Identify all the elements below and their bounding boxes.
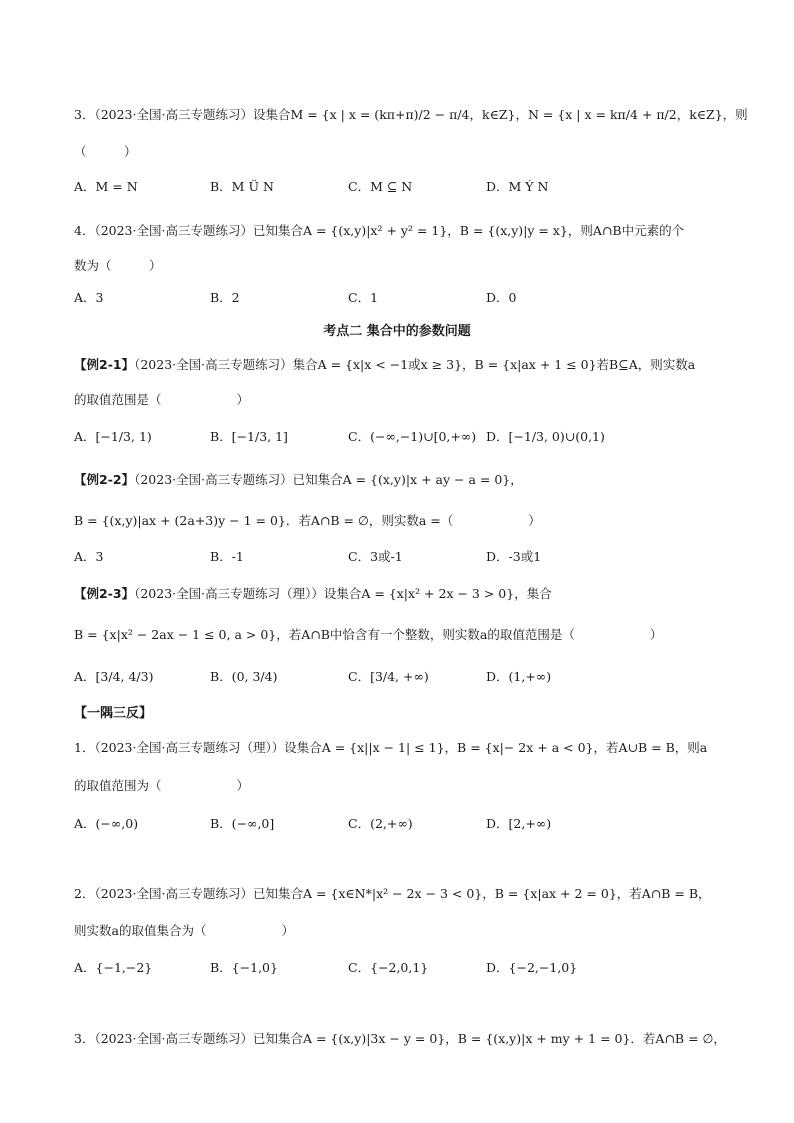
q3-option-a: A．M = N <box>74 179 138 194</box>
ex22-label: 【例2-2】 <box>74 472 135 487</box>
p1-option-d: D．[2,+∞) <box>486 816 552 831</box>
ex23-text: （2023·全国·高三专题练习（理））设集合A = {x|x² + 2x − 3 > 0}，集合 <box>134 586 552 601</box>
p2-option-a: A．{−1,−2} <box>74 960 153 975</box>
q3-option-d: D．M Ý N <box>486 179 549 194</box>
ex21-line2: 的取值范围是（ ） <box>74 392 250 407</box>
q4-option-b: B．2 <box>210 290 240 305</box>
ex23-label: 【例2-3】 <box>74 586 135 601</box>
q4-line2: 数为（ ） <box>74 258 162 273</box>
p1-option-c: C．(2,+∞) <box>348 816 413 831</box>
ex21-option-c: C．(−∞,−1)∪[0,+∞) <box>348 429 477 444</box>
ex22-line2: B = {(x,y)|ax + (2a+3)y − 1 = 0}．若A∩B = ∅，则实数a =（ ） <box>74 513 541 528</box>
q3-line1: 3．（2023·全国·高三专题练习）设集合M = {x | x = (kπ+π)/2 − π/4，k∈Z}，N = {x | x = kπ/4 + π/2，k∈Z}，则 <box>74 107 748 122</box>
ex22-option-a: A．3 <box>74 549 104 564</box>
ex23-line1 <box>74 585 552 603</box>
p1-line2: 的取值范围为（ ） <box>74 778 250 793</box>
p1-line1: 1．（2023·全国·高三专题练习（理））设集合A = {x||x − 1| ≤ 1}，B = {x|− 2x + a < 0}，若A∪B = B，则a <box>74 740 708 755</box>
ex22-option-d: D．-3或1 <box>486 549 542 564</box>
ex21-label: 【例2-1】 <box>74 357 135 372</box>
ex22-option-c: C．3或-1 <box>348 549 403 564</box>
q4-option-d: D．0 <box>486 290 517 305</box>
ex23-option-c: C．[3/4, +∞) <box>348 669 429 684</box>
ex23-option-a: A．[3/4, 4/3) <box>74 669 154 684</box>
p2-option-c: C．{−2,0,1} <box>348 960 429 975</box>
section-heading: 考点二 集合中的参数问题 <box>323 324 471 339</box>
ex21-text: （2023·全国·高三专题练习）集合A = {x|x < −1或x ≥ 3}，B = {x|ax + 1 ≤ 0}若B⊆A，则实数a <box>134 357 696 372</box>
ex22-line1 <box>74 471 523 489</box>
practice-label: 【一隅三反】 <box>74 706 153 721</box>
q4-option-a: A．3 <box>74 290 104 305</box>
ex21-option-a: A．[−1/3, 1) <box>74 429 152 444</box>
ex21-line1 <box>74 356 695 374</box>
q3-line2: （ ） <box>74 144 137 159</box>
q3-option-b: B．M Ü N <box>210 179 274 194</box>
p3-line1: 3．（2023·全国·高三专题练习）已知集合A = {(x,y)|3x − y = 0}，B = {(x,y)|x + my + 1 = 0}．若A∩B = ∅， <box>74 1031 726 1046</box>
ex23-line2: B = {x|x² − 2ax − 1 ≤ 0, a > 0}，若A∩B中恰含有一个整数，则实数a的取值范围是（ ） <box>74 627 663 642</box>
ex22-option-b: B．-1 <box>210 549 244 564</box>
p2-option-d: D．{−2,−1,0} <box>486 960 578 975</box>
p2-line2: 则实数a的取值集合为（ ） <box>74 923 294 938</box>
p2-option-b: B．{−1,0} <box>210 960 278 975</box>
p1-option-b: B．(−∞,0] <box>210 816 275 831</box>
q4-line1: 4．（2023·全国·高三专题练习）已知集合A = {(x,y)|x² + y² = 1}，B = {(x,y)|y = x}，则A∩B中元素的个 <box>74 223 685 238</box>
p2-line1: 2．（2023·全国·高三专题练习）已知集合A = {x∈N*|x² − 2x − 3 < 0}，B = {x|ax + 2 = 0}，若A∩B = B， <box>74 886 711 901</box>
ex23-option-d: D．(1,+∞) <box>486 669 552 684</box>
q4-option-c: C．1 <box>348 290 379 305</box>
ex21-option-d: D．[−1/3, 0)∪(0,1) <box>486 429 605 444</box>
ex22-text: （2023·全国·高三专题练习）已知集合A = {(x,y)|x + ay − a = 0}， <box>134 472 523 487</box>
p1-option-a: A．(−∞,0) <box>74 816 139 831</box>
ex23-option-b: B．(0, 3/4) <box>210 669 278 684</box>
q3-option-c: C．M ⊆ N <box>348 179 413 194</box>
ex21-option-b: B．[−1/3, 1] <box>210 429 288 444</box>
